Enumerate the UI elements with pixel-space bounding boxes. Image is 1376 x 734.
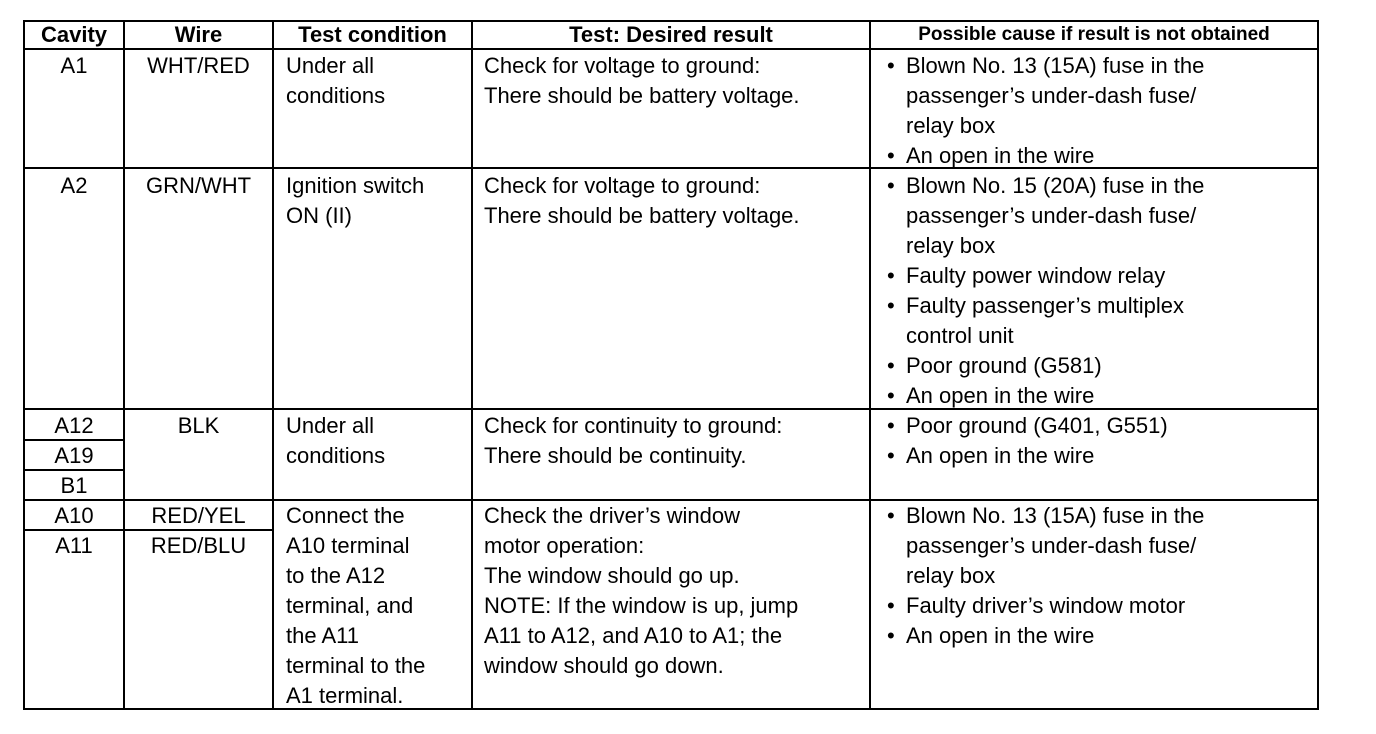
cause-item: • Blown No. 13 (15A) fuse in the passenger’s under-dash fuse/ relay box [884, 51, 1204, 141]
result-cell: Check for voltage to ground: There should be battery voltage. [484, 53, 800, 108]
grid-line [123, 20, 125, 710]
grid-line [23, 48, 1319, 50]
condition-cell: Ignition switch ON (II) [286, 173, 425, 228]
cause-item: • Faulty passenger’s multiplex control unit [884, 291, 1204, 351]
cause-item: • Poor ground (G581) [884, 351, 1204, 381]
wire-cell: WHT/RED [147, 53, 250, 78]
grid-line [869, 20, 871, 710]
grid-line [471, 20, 473, 710]
condition-cell: Connect the A10 terminal to the A12 terminal, and the A11 terminal to the A1 terminal. [286, 503, 426, 708]
result-cell: Check for continuity to ground: There should be continuity. [484, 413, 783, 468]
cause-item: • An open in the wire [884, 621, 1204, 651]
wire-cell: RED/BLU [150, 533, 247, 558]
cause-item: • An open in the wire [884, 381, 1204, 411]
cause-list [884, 501, 1204, 651]
wire-cell: GRN/WHT [145, 173, 252, 198]
grid-line [1317, 20, 1319, 710]
header-wire: Wire [174, 22, 223, 47]
condition-cell: Under all conditions [286, 413, 386, 468]
cavity-cell: B1 [60, 473, 88, 498]
cause-list [884, 411, 1168, 471]
cause-item: • Poor ground (G401, G551) [884, 411, 1168, 441]
grid-line [23, 708, 1319, 710]
grid-line [272, 20, 274, 710]
cavity-cell: A2 [60, 173, 88, 198]
header-test-result: Test: Desired result [569, 22, 773, 47]
cause-item: • Faulty driver’s window motor [884, 591, 1204, 621]
cause-item: • An open in the wire [884, 141, 1204, 171]
cause-item: • An open in the wire [884, 441, 1168, 471]
cause-item: • Blown No. 15 (20A) fuse in the passenger’s under-dash fuse/ relay box [884, 171, 1204, 261]
cause-item: • Faulty power window relay [884, 261, 1204, 291]
cause-list [884, 51, 1204, 171]
header-test-condition: Test condition [298, 22, 447, 47]
cavity-cell: A12 [54, 413, 94, 438]
cavity-cell: A11 [55, 533, 93, 558]
cavity-cell: A10 [54, 503, 94, 528]
header-cavity: Cavity [40, 22, 108, 47]
result-cell: Check the driver’s window motor operation: The window should go up. NOTE: If the window is up, jump A11 to A12, and A10 to A1; the window should go down. [484, 503, 799, 678]
wire-cell: BLK [177, 413, 220, 438]
cavity-cell: A1 [60, 53, 88, 78]
grid-line [23, 20, 25, 710]
wire-cell: RED/YEL [151, 503, 246, 528]
cause-item: • Blown No. 13 (15A) fuse in the passenger’s under-dash fuse/ relay box [884, 501, 1204, 591]
header-possible-cause: Possible cause if result is not obtained [918, 24, 1270, 45]
cause-list [884, 171, 1204, 411]
condition-cell: Under all conditions [286, 53, 386, 108]
cavity-cell: A19 [54, 443, 94, 468]
result-cell: Check for voltage to ground: There should be battery voltage. [484, 173, 800, 228]
